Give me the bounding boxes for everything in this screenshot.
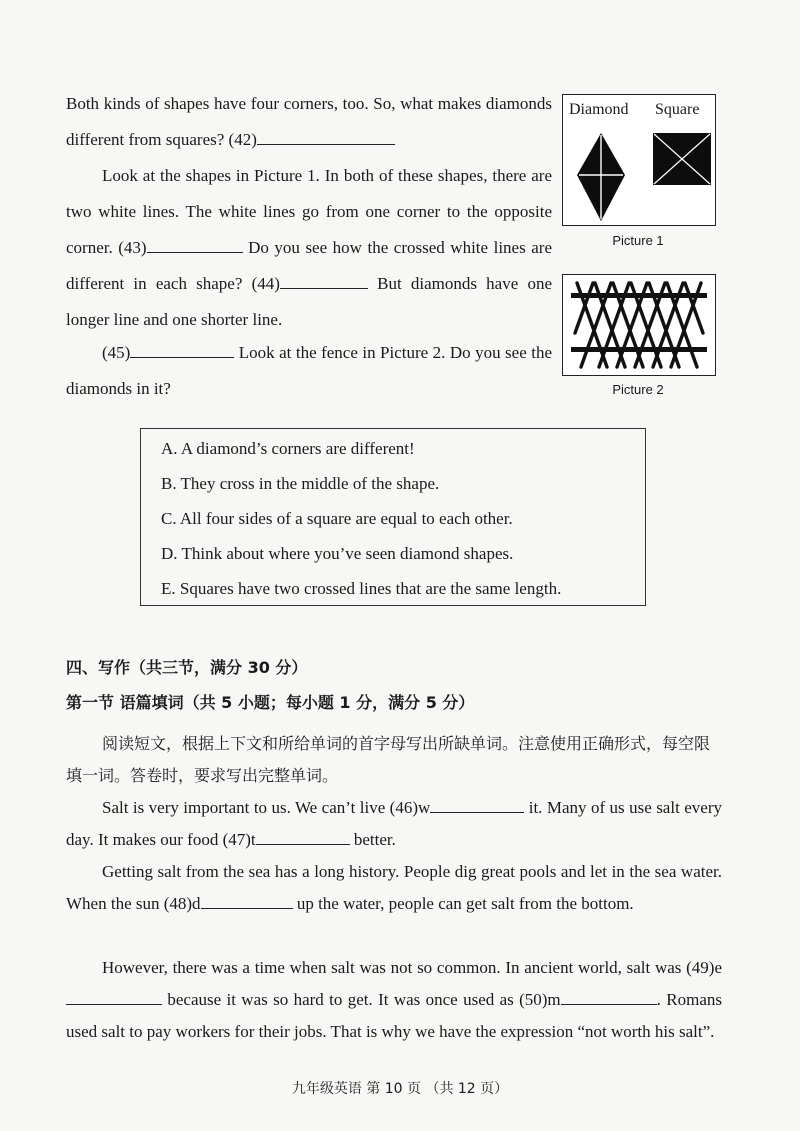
blank-48[interactable] [201,891,293,909]
options-box [140,428,646,606]
picture-1 [562,94,716,226]
shapes-drawing [563,95,715,225]
option-d: D. Think about where you’ve seen diamond shapes. [161,544,514,563]
option-a: A. A diamond’s corners are different! [161,439,415,458]
blank-46[interactable] [430,795,524,813]
blank-47[interactable] [256,827,350,845]
passage2-paragraph2: Getting salt from the sea has a long history. People dig great pools and let in the sea water. When the sun (48)d up the water, people can get salt from the bottom. [66,862,722,913]
instructions: 阅读短文，根据上下文和所给单词的首字母写出所缺单词。注意使用正确形式，每空限填一词。答卷时，要求写出完整单词。 [66,734,711,785]
diamond-label: Diamond [569,101,629,118]
blank-50[interactable] [561,987,657,1005]
page-footer: 九年级英语 第 10 页 （共 12 页） [291,1081,509,1097]
blank-49[interactable] [66,987,162,1005]
option-c: C. All four sides of a square are equal to each other. [161,509,513,528]
passage2-paragraph3: However, there was a time when salt was not so common. In ancient world, salt was (49)e because it was so hard to get. It was once used as (50)m . Romans used salt to pay workers for their jobs. That is why we have the expression “not worth his salt”. [66,958,722,1041]
part1-title: 第一节 语篇填词（共 5 小题；每小题 1 分，满分 5 分） [66,693,475,712]
passage1-paragraph1: Both kinds of shapes have four corners, too. So, what makes diamonds different from squares? (42) [66,94,552,149]
picture-2 [562,274,716,376]
picture-2-caption: Picture 2 [612,382,664,397]
blank-45[interactable] [130,340,234,358]
option-b: B. They cross in the middle of the shape. [161,474,440,493]
fence-drawing [563,275,715,375]
blank-43[interactable] [147,235,243,253]
picture-1-caption: Picture 1 [612,233,664,248]
passage2-paragraph1: Salt is very important to us. We can’t live (46)w it. Many of us use salt every day. It makes our food (47)t better. [66,792,722,856]
option-e: E. Squares have two crossed lines that are the same length. [161,579,562,598]
section-title: 四、写作（共三节，满分 30 分） [66,658,308,677]
blank-44[interactable] [280,271,368,289]
passage1-paragraph3: (45) Look at the fence in Picture 2. Do you see the diamonds in it? [66,335,552,407]
blank-42[interactable] [257,127,395,145]
square-label: Square [655,101,700,118]
passage1-paragraph2: Look at the shapes in Picture 1. In both of these shapes, there are two white lines. The white lines go from one corner to the opposite corner. (43) Do you see how the crossed white lines are different in each shape? (44) But diamonds have one longer line and one shorter line. [66,166,553,329]
